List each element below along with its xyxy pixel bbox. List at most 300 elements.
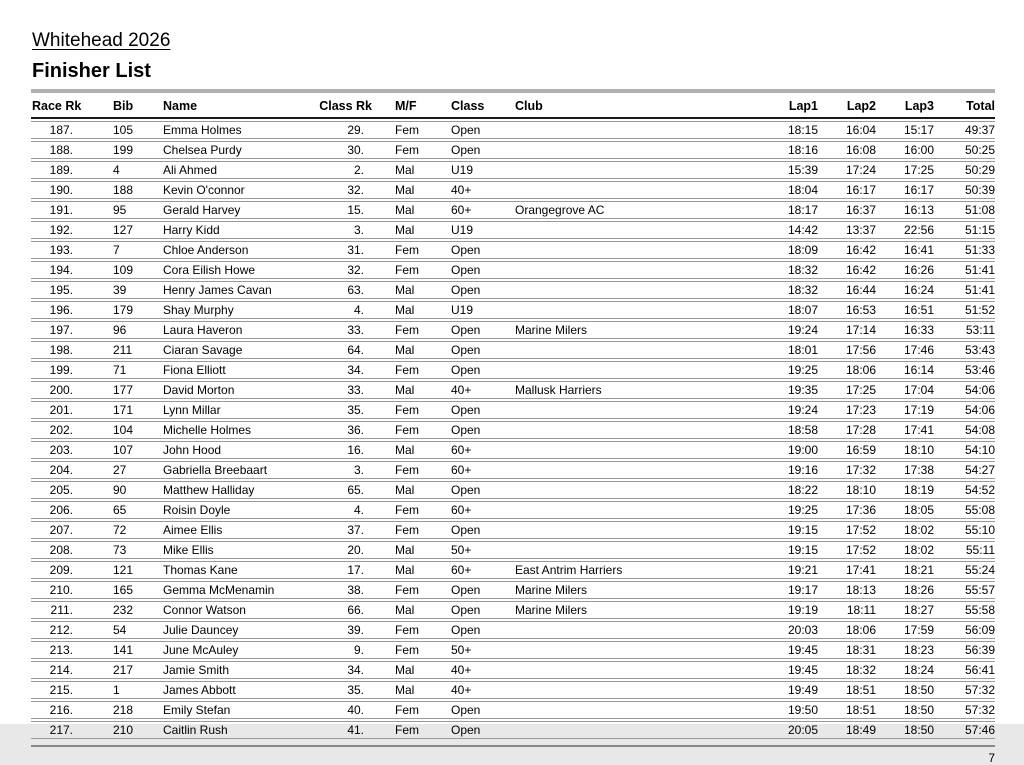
cell-name: Harry Kidd bbox=[163, 221, 313, 239]
cell-lap2: 18:11 bbox=[819, 601, 877, 619]
cell-lap2: 18:32 bbox=[819, 661, 877, 679]
cell-lap3: 18:21 bbox=[877, 561, 935, 579]
cell-mf: Fem bbox=[377, 521, 450, 539]
cell-lap2: 17:52 bbox=[819, 541, 877, 559]
table-row bbox=[31, 321, 995, 339]
cell-lap1: 15:39 bbox=[760, 161, 819, 179]
cell-racerk: 214. bbox=[31, 661, 113, 679]
cell-name: Kevin O'connor bbox=[163, 181, 313, 199]
cell-lap2: 16:04 bbox=[819, 121, 877, 139]
title-divider bbox=[31, 89, 995, 93]
cell-club bbox=[510, 221, 760, 239]
report-title: Finisher List bbox=[32, 60, 151, 82]
cell-lap2: 16:37 bbox=[819, 201, 877, 219]
cell-bib: 4 bbox=[113, 161, 163, 179]
cell-total: 57:32 bbox=[935, 681, 995, 699]
cell-bib: 73 bbox=[113, 541, 163, 559]
table-row bbox=[31, 661, 995, 679]
cell-bib: 210 bbox=[113, 721, 163, 739]
cell-name: Gemma McMenamin bbox=[163, 581, 313, 599]
cell-lap2: 16:53 bbox=[819, 301, 877, 319]
cell-racerk: 201. bbox=[31, 401, 113, 419]
cell-lap2: 17:28 bbox=[819, 421, 877, 439]
cell-total: 55:57 bbox=[935, 581, 995, 599]
cell-classrk: 63. bbox=[313, 281, 377, 299]
cell-lap1: 18:32 bbox=[760, 281, 819, 299]
cell-lap3: 18:50 bbox=[877, 681, 935, 699]
cell-club: Marine Milers bbox=[510, 321, 760, 339]
cell-lap1: 19:15 bbox=[760, 541, 819, 559]
cell-class: Open bbox=[450, 421, 510, 439]
cell-class: Open bbox=[450, 581, 510, 599]
cell-class: Open bbox=[450, 621, 510, 639]
cell-name: Chelsea Purdy bbox=[163, 141, 313, 159]
cell-bib: 232 bbox=[113, 601, 163, 619]
cell-club bbox=[510, 461, 760, 479]
table-row bbox=[31, 501, 995, 519]
cell-lap2: 17:24 bbox=[819, 161, 877, 179]
table-row bbox=[31, 181, 995, 199]
cell-mf: Mal bbox=[377, 481, 450, 499]
cell-bib: 109 bbox=[113, 261, 163, 279]
table-row bbox=[31, 141, 995, 159]
cell-bib: 199 bbox=[113, 141, 163, 159]
cell-classrk: 32. bbox=[313, 181, 377, 199]
cell-total: 54:08 bbox=[935, 421, 995, 439]
cell-lap3: 18:27 bbox=[877, 601, 935, 619]
cell-bib: 96 bbox=[113, 321, 163, 339]
cell-class: 50+ bbox=[450, 641, 510, 659]
cell-classrk: 37. bbox=[313, 521, 377, 539]
cell-classrk: 33. bbox=[313, 381, 377, 399]
cell-total: 56:39 bbox=[935, 641, 995, 659]
cell-lap2: 17:14 bbox=[819, 321, 877, 339]
cell-classrk: 20. bbox=[313, 541, 377, 559]
cell-class: U19 bbox=[450, 161, 510, 179]
table-row bbox=[31, 521, 995, 539]
cell-bib: 188 bbox=[113, 181, 163, 199]
cell-lap1: 19:24 bbox=[760, 401, 819, 419]
cell-lap3: 18:02 bbox=[877, 521, 935, 539]
cell-lap3: 16:41 bbox=[877, 241, 935, 259]
cell-classrk: 2. bbox=[313, 161, 377, 179]
cell-total: 51:41 bbox=[935, 261, 995, 279]
cell-club: Marine Milers bbox=[510, 601, 760, 619]
cell-mf: Mal bbox=[377, 341, 450, 359]
cell-mf: Mal bbox=[377, 161, 450, 179]
cell-lap3: 18:24 bbox=[877, 661, 935, 679]
cell-racerk: 193. bbox=[31, 241, 113, 259]
cell-lap2: 17:56 bbox=[819, 341, 877, 359]
cell-classrk: 29. bbox=[313, 121, 377, 139]
cell-lap1: 19:16 bbox=[760, 461, 819, 479]
cell-class: Open bbox=[450, 481, 510, 499]
cell-total: 51:52 bbox=[935, 301, 995, 319]
cell-lap1: 20:03 bbox=[760, 621, 819, 639]
cell-total: 55:10 bbox=[935, 521, 995, 539]
cell-lap3: 18:05 bbox=[877, 501, 935, 519]
cell-lap1: 19:50 bbox=[760, 701, 819, 719]
cell-class: 40+ bbox=[450, 181, 510, 199]
cell-mf: Mal bbox=[377, 561, 450, 579]
cell-racerk: 209. bbox=[31, 561, 113, 579]
cell-lap1: 19:15 bbox=[760, 521, 819, 539]
cell-class: Open bbox=[450, 341, 510, 359]
cell-name: Mike Ellis bbox=[163, 541, 313, 559]
cell-club bbox=[510, 621, 760, 639]
cell-club bbox=[510, 661, 760, 679]
cell-lap3: 16:33 bbox=[877, 321, 935, 339]
cell-club bbox=[510, 181, 760, 199]
cell-club bbox=[510, 281, 760, 299]
cell-mf: Fem bbox=[377, 641, 450, 659]
cell-club bbox=[510, 541, 760, 559]
cell-club bbox=[510, 521, 760, 539]
cell-class: 40+ bbox=[450, 381, 510, 399]
cell-lap2: 18:06 bbox=[819, 361, 877, 379]
cell-name: John Hood bbox=[163, 441, 313, 459]
cell-racerk: 190. bbox=[31, 181, 113, 199]
page-number: 7 bbox=[988, 751, 995, 765]
cell-name: Fiona Elliott bbox=[163, 361, 313, 379]
cell-lap3: 16:26 bbox=[877, 261, 935, 279]
cell-lap3: 18:50 bbox=[877, 721, 935, 739]
cell-lap1: 19:00 bbox=[760, 441, 819, 459]
cell-club: Mallusk Harriers bbox=[510, 381, 760, 399]
cell-lap2: 17:25 bbox=[819, 381, 877, 399]
table-row bbox=[31, 401, 995, 419]
cell-racerk: 216. bbox=[31, 701, 113, 719]
cell-lap2: 18:13 bbox=[819, 581, 877, 599]
cell-bib: 211 bbox=[113, 341, 163, 359]
cell-club bbox=[510, 641, 760, 659]
cell-total: 57:32 bbox=[935, 701, 995, 719]
cell-lap2: 16:08 bbox=[819, 141, 877, 159]
table-row bbox=[31, 281, 995, 299]
cell-club bbox=[510, 261, 760, 279]
cell-mf: Fem bbox=[377, 501, 450, 519]
column-header-name: Name bbox=[163, 96, 313, 119]
cell-name: Chloe Anderson bbox=[163, 241, 313, 259]
cell-racerk: 206. bbox=[31, 501, 113, 519]
table-row bbox=[31, 641, 995, 659]
column-header-lap2: Lap2 bbox=[819, 96, 877, 119]
cell-racerk: 211. bbox=[31, 601, 113, 619]
cell-total: 49:37 bbox=[935, 121, 995, 139]
cell-mf: Mal bbox=[377, 181, 450, 199]
cell-class: Open bbox=[450, 281, 510, 299]
cell-name: Laura Haveron bbox=[163, 321, 313, 339]
cell-name: Jamie Smith bbox=[163, 661, 313, 679]
column-header-lap3: Lap3 bbox=[877, 96, 935, 119]
cell-club bbox=[510, 501, 760, 519]
cell-lap2: 18:10 bbox=[819, 481, 877, 499]
cell-lap2: 18:49 bbox=[819, 721, 877, 739]
cell-lap1: 19:49 bbox=[760, 681, 819, 699]
cell-total: 54:06 bbox=[935, 401, 995, 419]
cell-mf: Fem bbox=[377, 721, 450, 739]
cell-lap3: 16:24 bbox=[877, 281, 935, 299]
cell-mf: Mal bbox=[377, 541, 450, 559]
cell-lap1: 19:17 bbox=[760, 581, 819, 599]
cell-class: 40+ bbox=[450, 661, 510, 679]
cell-classrk: 64. bbox=[313, 341, 377, 359]
cell-bib: 171 bbox=[113, 401, 163, 419]
cell-club bbox=[510, 241, 760, 259]
cell-class: 60+ bbox=[450, 201, 510, 219]
cell-classrk: 35. bbox=[313, 681, 377, 699]
cell-classrk: 3. bbox=[313, 221, 377, 239]
cell-lap2: 16:42 bbox=[819, 241, 877, 259]
table-row bbox=[31, 241, 995, 259]
cell-classrk: 9. bbox=[313, 641, 377, 659]
cell-bib: 1 bbox=[113, 681, 163, 699]
cell-classrk: 38. bbox=[313, 581, 377, 599]
cell-lap1: 18:22 bbox=[760, 481, 819, 499]
cell-mf: Fem bbox=[377, 121, 450, 139]
cell-racerk: 189. bbox=[31, 161, 113, 179]
cell-total: 57:46 bbox=[935, 721, 995, 739]
cell-classrk: 17. bbox=[313, 561, 377, 579]
cell-classrk: 3. bbox=[313, 461, 377, 479]
cell-mf: Fem bbox=[377, 321, 450, 339]
cell-bib: 104 bbox=[113, 421, 163, 439]
cell-name: Roisin Doyle bbox=[163, 501, 313, 519]
cell-mf: Fem bbox=[377, 581, 450, 599]
cell-club bbox=[510, 161, 760, 179]
cell-lap3: 18:50 bbox=[877, 701, 935, 719]
cell-name: Aimee Ellis bbox=[163, 521, 313, 539]
cell-bib: 95 bbox=[113, 201, 163, 219]
cell-lap2: 18:31 bbox=[819, 641, 877, 659]
table-row bbox=[31, 721, 995, 739]
cell-class: 40+ bbox=[450, 681, 510, 699]
cell-lap3: 16:13 bbox=[877, 201, 935, 219]
cell-bib: 107 bbox=[113, 441, 163, 459]
cell-classrk: 34. bbox=[313, 661, 377, 679]
cell-class: 60+ bbox=[450, 501, 510, 519]
cell-class: Open bbox=[450, 601, 510, 619]
table-row bbox=[31, 421, 995, 439]
footer-divider bbox=[31, 745, 995, 747]
cell-name: Shay Murphy bbox=[163, 301, 313, 319]
cell-racerk: 217. bbox=[31, 721, 113, 739]
cell-name: Thomas Kane bbox=[163, 561, 313, 579]
cell-club bbox=[510, 401, 760, 419]
cell-lap2: 16:59 bbox=[819, 441, 877, 459]
cell-racerk: 210. bbox=[31, 581, 113, 599]
cell-bib: 65 bbox=[113, 501, 163, 519]
cell-classrk: 36. bbox=[313, 421, 377, 439]
cell-class: 60+ bbox=[450, 461, 510, 479]
cell-lap2: 18:51 bbox=[819, 701, 877, 719]
cell-club bbox=[510, 361, 760, 379]
cell-lap1: 18:17 bbox=[760, 201, 819, 219]
cell-lap1: 18:15 bbox=[760, 121, 819, 139]
cell-lap3: 17:46 bbox=[877, 341, 935, 359]
cell-club bbox=[510, 301, 760, 319]
cell-name: Ciaran Savage bbox=[163, 341, 313, 359]
cell-mf: Mal bbox=[377, 441, 450, 459]
cell-class: U19 bbox=[450, 221, 510, 239]
cell-mf: Fem bbox=[377, 141, 450, 159]
cell-bib: 90 bbox=[113, 481, 163, 499]
cell-racerk: 199. bbox=[31, 361, 113, 379]
cell-club bbox=[510, 121, 760, 139]
column-header-club: Club bbox=[510, 96, 760, 119]
cell-racerk: 188. bbox=[31, 141, 113, 159]
table-row bbox=[31, 681, 995, 699]
cell-total: 51:33 bbox=[935, 241, 995, 259]
cell-lap1: 18:04 bbox=[760, 181, 819, 199]
cell-lap2: 17:41 bbox=[819, 561, 877, 579]
cell-lap1: 20:05 bbox=[760, 721, 819, 739]
cell-mf: Mal bbox=[377, 661, 450, 679]
cell-classrk: 16. bbox=[313, 441, 377, 459]
cell-name: Henry James Cavan bbox=[163, 281, 313, 299]
cell-class: U19 bbox=[450, 301, 510, 319]
table-row bbox=[31, 201, 995, 219]
cell-name: June McAuley bbox=[163, 641, 313, 659]
cell-classrk: 35. bbox=[313, 401, 377, 419]
cell-class: Open bbox=[450, 701, 510, 719]
cell-classrk: 66. bbox=[313, 601, 377, 619]
page-content bbox=[31, 0, 995, 765]
cell-name: Julie Dauncey bbox=[163, 621, 313, 639]
cell-lap2: 16:42 bbox=[819, 261, 877, 279]
cell-classrk: 30. bbox=[313, 141, 377, 159]
cell-name: Emily Stefan bbox=[163, 701, 313, 719]
cell-lap2: 17:23 bbox=[819, 401, 877, 419]
cell-lap2: 17:32 bbox=[819, 461, 877, 479]
cell-mf: Fem bbox=[377, 261, 450, 279]
table-row bbox=[31, 541, 995, 559]
cell-lap1: 14:42 bbox=[760, 221, 819, 239]
cell-bib: 179 bbox=[113, 301, 163, 319]
cell-club: East Antrim Harriers bbox=[510, 561, 760, 579]
cell-club bbox=[510, 341, 760, 359]
cell-lap3: 18:10 bbox=[877, 441, 935, 459]
cell-bib: 165 bbox=[113, 581, 163, 599]
cell-total: 56:09 bbox=[935, 621, 995, 639]
cell-lap3: 16:00 bbox=[877, 141, 935, 159]
cell-bib: 71 bbox=[113, 361, 163, 379]
cell-racerk: 197. bbox=[31, 321, 113, 339]
cell-name: Cora Eilish Howe bbox=[163, 261, 313, 279]
cell-name: Emma Holmes bbox=[163, 121, 313, 139]
cell-mf: Mal bbox=[377, 301, 450, 319]
cell-lap3: 17:04 bbox=[877, 381, 935, 399]
cell-racerk: 187. bbox=[31, 121, 113, 139]
cell-name: Ali Ahmed bbox=[163, 161, 313, 179]
cell-lap2: 16:17 bbox=[819, 181, 877, 199]
cell-club: Marine Milers bbox=[510, 581, 760, 599]
cell-lap3: 15:17 bbox=[877, 121, 935, 139]
cell-classrk: 34. bbox=[313, 361, 377, 379]
cell-bib: 105 bbox=[113, 121, 163, 139]
cell-racerk: 215. bbox=[31, 681, 113, 699]
cell-racerk: 208. bbox=[31, 541, 113, 559]
cell-mf: Mal bbox=[377, 201, 450, 219]
cell-racerk: 194. bbox=[31, 261, 113, 279]
cell-lap1: 19:25 bbox=[760, 501, 819, 519]
cell-total: 50:29 bbox=[935, 161, 995, 179]
cell-lap1: 19:35 bbox=[760, 381, 819, 399]
column-header-bib: Bib bbox=[113, 96, 163, 119]
cell-lap2: 18:51 bbox=[819, 681, 877, 699]
table-row bbox=[31, 581, 995, 599]
cell-total: 53:43 bbox=[935, 341, 995, 359]
cell-racerk: 192. bbox=[31, 221, 113, 239]
column-header-class: Class bbox=[450, 96, 510, 119]
table-row bbox=[31, 341, 995, 359]
cell-class: Open bbox=[450, 401, 510, 419]
table-row bbox=[31, 301, 995, 319]
cell-bib: 217 bbox=[113, 661, 163, 679]
cell-lap1: 19:25 bbox=[760, 361, 819, 379]
cell-class: Open bbox=[450, 141, 510, 159]
cell-name: Gabriella Breebaart bbox=[163, 461, 313, 479]
cell-bib: 177 bbox=[113, 381, 163, 399]
cell-classrk: 32. bbox=[313, 261, 377, 279]
cell-class: Open bbox=[450, 121, 510, 139]
finisher-table bbox=[31, 94, 995, 741]
table-row bbox=[31, 361, 995, 379]
cell-classrk: 40. bbox=[313, 701, 377, 719]
cell-bib: 39 bbox=[113, 281, 163, 299]
cell-name: Lynn Millar bbox=[163, 401, 313, 419]
cell-class: Open bbox=[450, 261, 510, 279]
cell-mf: Mal bbox=[377, 601, 450, 619]
cell-mf: Fem bbox=[377, 241, 450, 259]
table-row bbox=[31, 161, 995, 179]
cell-bib: 218 bbox=[113, 701, 163, 719]
cell-lap1: 18:01 bbox=[760, 341, 819, 359]
cell-bib: 72 bbox=[113, 521, 163, 539]
cell-mf: Mal bbox=[377, 381, 450, 399]
cell-name: Caitlin Rush bbox=[163, 721, 313, 739]
cell-total: 53:11 bbox=[935, 321, 995, 339]
cell-lap1: 19:45 bbox=[760, 641, 819, 659]
event-title: Whitehead 2026 bbox=[32, 30, 171, 51]
table-row bbox=[31, 441, 995, 459]
cell-club bbox=[510, 141, 760, 159]
cell-class: 60+ bbox=[450, 441, 510, 459]
cell-name: Michelle Holmes bbox=[163, 421, 313, 439]
cell-racerk: 200. bbox=[31, 381, 113, 399]
cell-total: 50:39 bbox=[935, 181, 995, 199]
cell-lap3: 18:23 bbox=[877, 641, 935, 659]
cell-mf: Fem bbox=[377, 401, 450, 419]
cell-racerk: 196. bbox=[31, 301, 113, 319]
cell-classrk: 15. bbox=[313, 201, 377, 219]
cell-class: Open bbox=[450, 241, 510, 259]
cell-lap1: 18:07 bbox=[760, 301, 819, 319]
cell-club bbox=[510, 681, 760, 699]
cell-mf: Mal bbox=[377, 221, 450, 239]
cell-total: 55:24 bbox=[935, 561, 995, 579]
table-row bbox=[31, 461, 995, 479]
column-header-mf: M/F bbox=[377, 96, 450, 119]
cell-club bbox=[510, 421, 760, 439]
cell-total: 51:15 bbox=[935, 221, 995, 239]
cell-club bbox=[510, 481, 760, 499]
column-header-classrk: Class Rk bbox=[313, 96, 377, 119]
table-row bbox=[31, 621, 995, 639]
table-row bbox=[31, 561, 995, 579]
cell-lap1: 18:09 bbox=[760, 241, 819, 259]
cell-racerk: 198. bbox=[31, 341, 113, 359]
